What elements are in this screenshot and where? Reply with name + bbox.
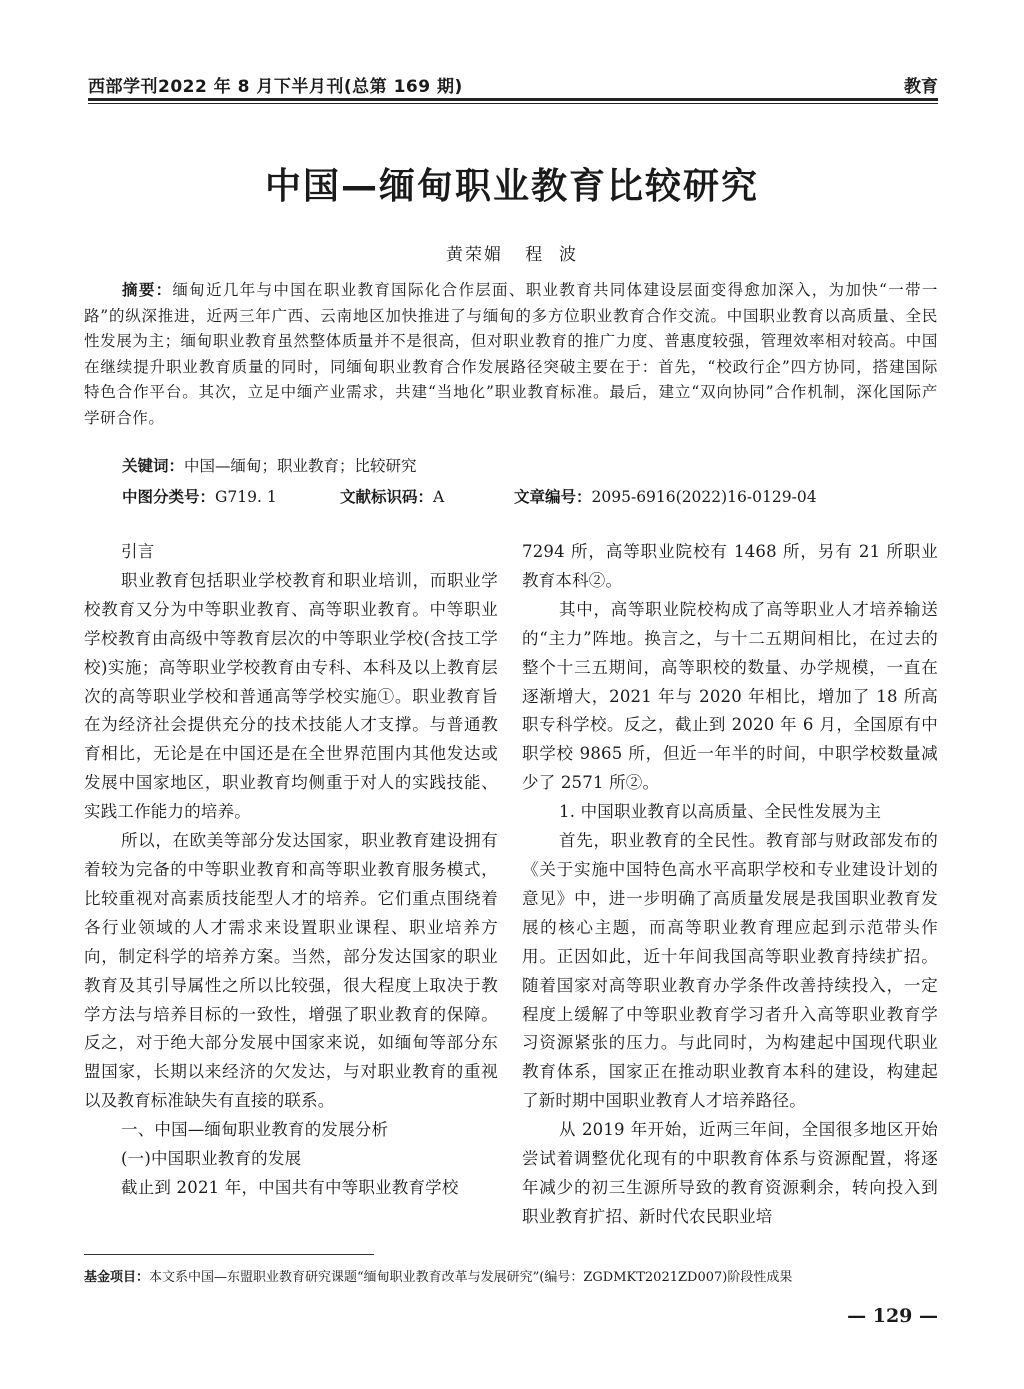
section-heading: 一、中国—缅甸职业教育的发展分析 <box>121 1120 389 1140</box>
paragraph: 所以，在欧美等部分发达国家，职业教育建设拥有着较为完备的中等职业教育和高等职业教育服务模式，比较重视对高素质技能型人才的培养。它们重点围绕着各行业领域的人才需求来设置职业课程、职业培养方向，制定科学的培养方案。当然，部分发达国家的职业教育及其引导属性之所以比较强，很大程度上取决于教学方法与培养目标的一致性，增强了职业教育的保障。反之，对于绝大部分发展中国家来说，如缅甸等部分东盟国家，长期以来经济的欠发达，与对职业教育的重视以及教育标准缺失有直接的联系。 <box>84 831 498 1111</box>
paragraph: 从 2019 年开始，近两三年间，全国很多地区开始尝试着调整优化现有的中职教育体系与资源配置，将逐年减少的初三生源所导致的教育资源剩余，转向投入到职业教育扩招、新时代农民职业培 <box>522 1120 938 1226</box>
abstract <box>84 278 938 432</box>
section-name: 教育 <box>904 77 938 97</box>
footnote <box>84 1266 938 1285</box>
document-code: 文献标识码：A <box>340 488 445 506</box>
left-column <box>84 538 498 1203</box>
footnote-label: 基金项目： <box>84 1270 150 1285</box>
paragraph: 其中，高等职业院校构成了高等职业人才培养输送的“主力”阵地。换言之，与十二五期间相比，在过去的整个十三五期间，高等职校的数量、办学规模，一直在逐渐增大，2021 年与 2020 年相比，增加了 18 所高职专科学校。反之，截止到 2020 年 6 月，全国原有中职学校 9865 所，但近一年半的时间，中职学校数量减少了 2571 所②。 <box>522 599 938 793</box>
keywords <box>122 454 417 476</box>
clc-number: 中图分类号：G719. 1 <box>122 488 277 506</box>
header-rule <box>88 98 938 101</box>
keywords-text: 中国—缅甸；职业教育；比较研究 <box>184 457 417 475</box>
paragraph: 7294 所，高等职业院校有 1468 所，另有 21 所职业教育本科②。 <box>522 542 938 590</box>
journal-name: 西部学刊2022 年 8 月下半月刊(总第 169 期) <box>88 77 463 97</box>
abstract-label: 摘要： <box>122 281 173 299</box>
subsection-heading: (一)中国职业教育的发展 <box>121 1149 302 1169</box>
footnote-rule <box>84 1254 374 1255</box>
page-number: — 129 — <box>847 1305 938 1327</box>
intro-heading: 引言 <box>121 542 155 561</box>
header-rule-thin <box>88 103 938 104</box>
right-column <box>522 538 938 1232</box>
abstract-text: 缅甸近几年与中国在职业教育国际化合作层面、职业教育共同体建设层面变得愈加深入，为加快“一带一路”的纵深推进，近两三年广西、云南地区加快推进了与缅甸的多方位职业教育合作交流。中国职业教育以高质量、全民性发展为主；缅甸职业教育虽然整体质量并不是很高，但对职业教育的推广力度、普惠度较强，管理效率相对较高。中国在继续提升职业教育质量的同时，同缅甸职业教育合作发展路径突破主要在于：首先，“校政行企”四方协同，搭建国际特色合作平台。其次，立足中缅产业需求，共建“当地化”职业教育标准。最后，建立“双向协同”合作机制，深化国际产学研合作。 <box>84 281 938 427</box>
keywords-label: 关键词： <box>122 457 185 475</box>
footnote-text: 本文系中国—东盟职业教育研究课题“缅甸职业教育改革与发展研究”(编号：ZGDMKT2021ZD007)阶段性成果 <box>149 1270 793 1285</box>
running-header <box>88 70 938 98</box>
article-number: 文章编号：2095-6916(2022)16-0129-04 <box>514 488 817 506</box>
authors: 黄荣媚 程 波 <box>445 245 579 265</box>
paragraph: 首先，职业教育的全民性。教育部与财政部发布的《关于实施中国特色高水平高职学校和专业建设计划的意见》中，进一步明确了高质量发展是我国职业教育发展的核心主题，而高等职业教育理应起到示范带头作用。正因如此，近十年间我国高等职业教育持续扩招。随着国家对高等职业教育办学条件改善持续投入，一定程度上缓解了中等职业教育学习者升入高等职业教育学习资源紧张的压力。与此同时，为构建起中国现代职业教育体系，国家正在推动职业教育本科的建设，构建起了新时期中国职业教育人才培养路径。 <box>522 831 938 1111</box>
point-heading: 1. 中国职业教育以高质量、全民性发展为主 <box>559 802 882 822</box>
paragraph: 职业教育包括职业学校教育和职业培训，而职业学校教育又分为中等职业教育、高等职业教育。中等职业学校教育由高级中等教育层次的中等职业学校(含技工学校)实施；高等职业学校教育由专科、本科及以上教育层次的高等职业学校和普通高等学校实施①。职业教育旨在为经济社会提供充分的技术技能人才支撑。与普通教育相比，无论是在中国还是在全世界范围内其他发达或发展中国家地区，职业教育均侧重于对人的实践技能、实践工作能力的培养。 <box>84 570 498 822</box>
article-title: 中国—缅甸职业教育比较研究 <box>264 166 759 207</box>
classification-line <box>122 485 938 509</box>
paragraph: 截止到 2021 年，中国共有中等职业教育学校 <box>121 1177 459 1197</box>
